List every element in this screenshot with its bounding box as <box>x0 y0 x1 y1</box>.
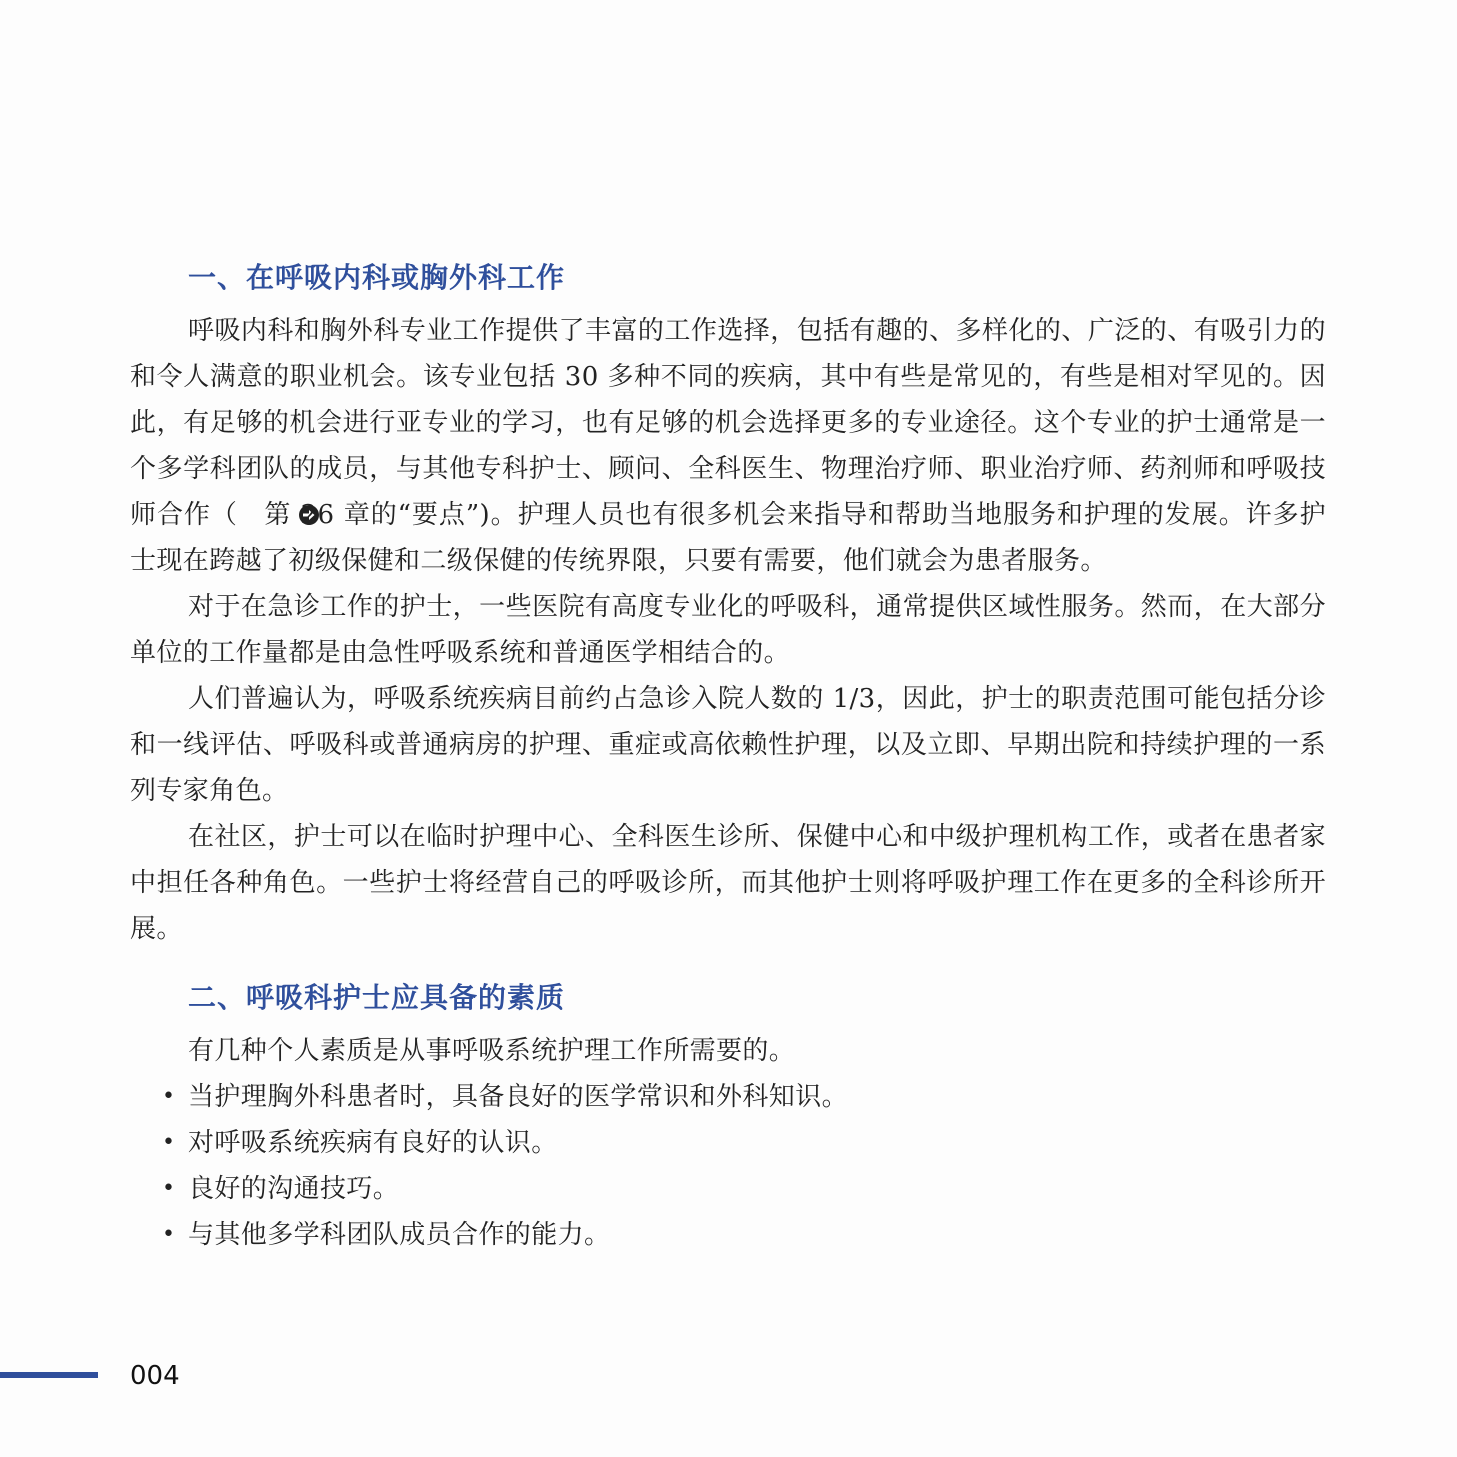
paragraph-3: 人们普遍认为，呼吸系统疾病目前约占急诊入院人数的 1/3，因此，护士的职责范围可能包括分诊和一线评估、呼吸科或普通病房的护理、重症或高依赖性护理，以及立即、早期出院和持续护理的一系列专家角色。 <box>130 684 1326 806</box>
bullet-icon: • <box>162 1130 176 1155</box>
list-item-text: 与其他多学科团队成员合作的能力。 <box>188 1220 611 1250</box>
list-item <box>130 1212 1326 1258</box>
bullet-icon: • <box>162 1084 176 1109</box>
list-item <box>130 1120 1326 1166</box>
paragraph-1-text-after: 第 26 章的“要点”)。护理人员也有很多机会来指导和帮助当地服务和护理的发展。许多护士现在跨越了初级保健和二级保健的传统界限，只要有需要，他们就会为患者服务。 <box>130 500 1326 576</box>
paragraph-1-text-before: 呼吸内科和胸外科专业工作提供了丰富的工作选择，包括有趣的、多样化的、广泛的、有吸引力的和令人满意的职业机会。该专业包括 30 多种不同的疾病，其中有些是常见的，有些是相对罕见的。因此，有足够的机会进行亚专业的学习，也有足够的机会选择更多的专业途径。这个专业的护士通常是一个多学科团队的成员，与其他专科护士、顾问、全科医生、物理治疗师、职业治疗师、药剂师和呼吸技师合作（ <box>130 316 1326 530</box>
paragraph-2: 对于在急诊工作的护士，一些医院有高度专业化的呼吸科，通常提供区域性服务。然而，在大部分单位的工作量都是由急性呼吸系统和普通医学相结合的。 <box>130 592 1326 668</box>
section-heading-1: 一、在呼吸内科或胸外科工作 <box>188 261 566 294</box>
list-item-text: 当护理胸外科患者时，具备良好的医学常识和外科知识。 <box>188 1082 849 1112</box>
paragraph-1 <box>130 308 1326 584</box>
list-item-text: 良好的沟通技巧。 <box>188 1174 400 1204</box>
arrow-right-circle-icon <box>240 495 262 517</box>
page-number: 004 <box>130 1361 180 1391</box>
bullet-icon: • <box>162 1176 176 1201</box>
qualities-list <box>130 1074 1326 1258</box>
section-2-intro: 有几种个人素质是从事呼吸系统护理工作所需要的。 <box>188 1036 796 1066</box>
section-heading-2: 二、呼吸科护士应具备的素质 <box>188 981 566 1014</box>
list-item <box>130 1166 1326 1212</box>
page-content <box>130 258 1326 1258</box>
paragraph-4: 在社区，护士可以在临时护理中心、全科医生诊所、保健中心和中级护理机构工作，或者在患者家中担任各种角色。一些护士将经营自己的呼吸诊所，而其他护士则将呼吸护理工作在更多的全科诊所开展。 <box>130 822 1326 944</box>
bullet-icon: • <box>162 1222 176 1247</box>
list-item <box>130 1074 1326 1120</box>
footer-accent-bar <box>0 1372 98 1378</box>
list-item-text: 对呼吸系统疾病有良好的认识。 <box>188 1128 558 1158</box>
